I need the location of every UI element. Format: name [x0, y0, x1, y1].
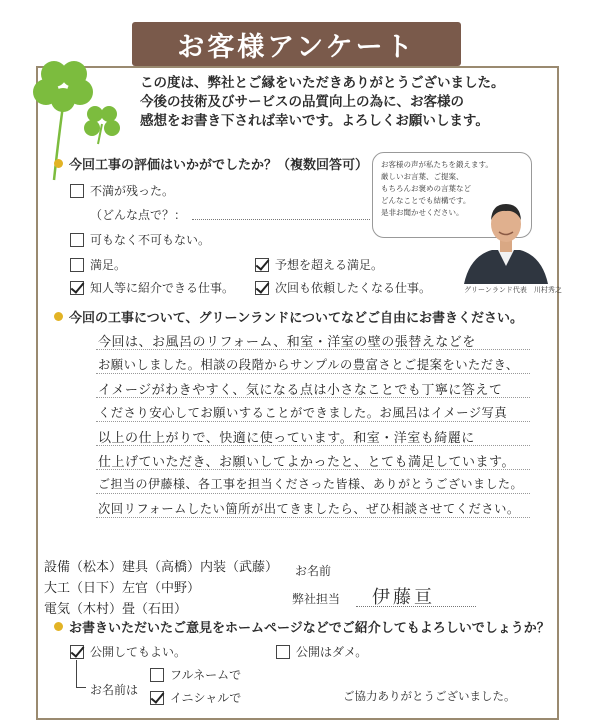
option-label: フルネームで: [170, 668, 242, 682]
bullet-icon: [54, 312, 63, 321]
branch-arrow: [76, 660, 86, 688]
intro-line: 感想をお書き下されば幸いです。よろしくお願いします。: [140, 113, 489, 129]
bullet-icon: [54, 622, 63, 631]
comment-line: お願いしました。相談の段階からサンプルの豊富さとご提案をいただき、: [98, 358, 519, 372]
publish-no-option[interactable]: [276, 643, 367, 660]
checkbox-checked[interactable]: [70, 645, 84, 659]
crew-line: 大工（日下）左官（中野）: [44, 581, 201, 596]
intro-text: [140, 74, 540, 131]
comment-line: イメージがわきやすく、気になる点は小さなことでも丁寧に答えて: [98, 383, 503, 398]
option-label: 満足。: [90, 258, 127, 272]
comment-line: 以上の仕上がりで、快適に使っています。和室・洋室も綺麗に: [98, 431, 475, 446]
initials-option[interactable]: [150, 689, 241, 706]
option-label: 知人等に紹介できる仕事。: [90, 281, 235, 295]
survey-title-banner: [132, 22, 461, 66]
checkbox-checked[interactable]: [255, 281, 269, 295]
bubble-line: 是非お聞かせください。: [381, 208, 464, 217]
option-beyond-expectation[interactable]: [255, 256, 383, 273]
staff-name-line: [356, 606, 476, 607]
q2-heading: [54, 307, 523, 326]
comment-line: 次回リフォームしたい箇所が出てきましたら、ぜひ相談させてください。: [98, 502, 520, 516]
option-label: 可もなく不可もない。: [90, 233, 211, 247]
intro-line: この度は、弊社とご縁をいただきありがとうございました。: [140, 75, 505, 91]
option-label: 次回も依頼したくなる仕事。: [275, 281, 432, 295]
thanks-text: ご協力ありがとうございました。: [343, 689, 516, 703]
intro-line: 今後の技術及びサービスの品質向上の為に、お客様の: [140, 94, 464, 110]
ruled-line: [96, 373, 530, 374]
comment-line: 今回は、お風呂のリフォーム、和室・洋室の壁の張替えなどを: [98, 335, 476, 350]
ruled-line: [96, 421, 530, 422]
customer-name-label: お名前: [295, 564, 332, 578]
ruled-line: [96, 493, 530, 494]
bullet-icon: [54, 159, 63, 168]
q1-heading-text: 今回工事の評価はいかがでしたか？（複数回答可）: [69, 158, 369, 173]
comment-line: ご担当の伊藤様、各工事を担当くださった皆様、ありがとうございました。: [98, 477, 524, 491]
survey-title: お客様アンケート: [177, 31, 416, 63]
option-label: 予想を超える満足。: [275, 258, 384, 272]
option-label: 不満が残った。: [90, 184, 175, 198]
checkbox-checked[interactable]: [255, 258, 269, 272]
option-recommendable[interactable]: [70, 279, 234, 296]
comment-line: 仕上げていただき、お願いしてよかったと、とても満足しています。: [98, 455, 515, 470]
checkbox-checked[interactable]: [70, 281, 84, 295]
checkbox[interactable]: [276, 645, 290, 659]
option-request-again[interactable]: [255, 279, 431, 296]
checkbox[interactable]: [150, 668, 164, 682]
q2-heading-text: 今回の工事について、グリーンランドについてなどご自由にお書きください。: [69, 311, 523, 326]
option-label: 公開してもよい。: [90, 645, 187, 659]
checkbox[interactable]: [70, 184, 84, 198]
detail-label: （どんな点で？：: [90, 208, 187, 222]
name-format-label: お名前は: [90, 683, 139, 697]
checkbox[interactable]: [70, 233, 84, 247]
fullname-option[interactable]: [150, 666, 241, 683]
crew-line: 設備（松本）建具（高橋）内装（武藤）: [44, 560, 279, 575]
q3-heading: [54, 617, 550, 636]
checkbox-checked[interactable]: [150, 691, 164, 705]
bubble-line: もちろんお褒めの言葉など: [381, 184, 471, 193]
staff-name: 伊藤亘: [372, 587, 435, 608]
bubble-line: お客様の声が私たちを鍛えます。: [381, 160, 493, 169]
option-neutral[interactable]: [70, 231, 210, 248]
bubble-line: 厳しいお言葉、ご提案、: [381, 172, 464, 181]
option-satisfied[interactable]: [70, 256, 126, 273]
option-dissatisfied[interactable]: [70, 182, 174, 199]
clover-small-icon: [80, 102, 125, 147]
option-label: 公開はダメ。: [296, 645, 368, 659]
detail-input-line[interactable]: [192, 219, 370, 220]
option-label: イニシャルで: [170, 691, 242, 705]
crew-line: 電気（木村）畳（石田）: [44, 602, 188, 617]
comment-line: くださり安心してお願いすることができました。お風呂はイメージ写真: [98, 406, 508, 420]
staff-label: 弊社担当: [292, 592, 341, 606]
photo-caption: グリーンランド代表 川村秀之: [464, 286, 562, 294]
q1-heading: [54, 154, 368, 173]
representative-photo: [456, 192, 556, 284]
bubble-line: どんなことでも結構です。: [381, 196, 471, 205]
q3-heading-text: お書きいただいたご意見をホームページなどでご紹介してもよろしいでしょうか？: [69, 621, 550, 636]
publish-ok-option[interactable]: [70, 643, 186, 660]
ruled-line: [96, 517, 530, 518]
checkbox[interactable]: [70, 258, 84, 272]
